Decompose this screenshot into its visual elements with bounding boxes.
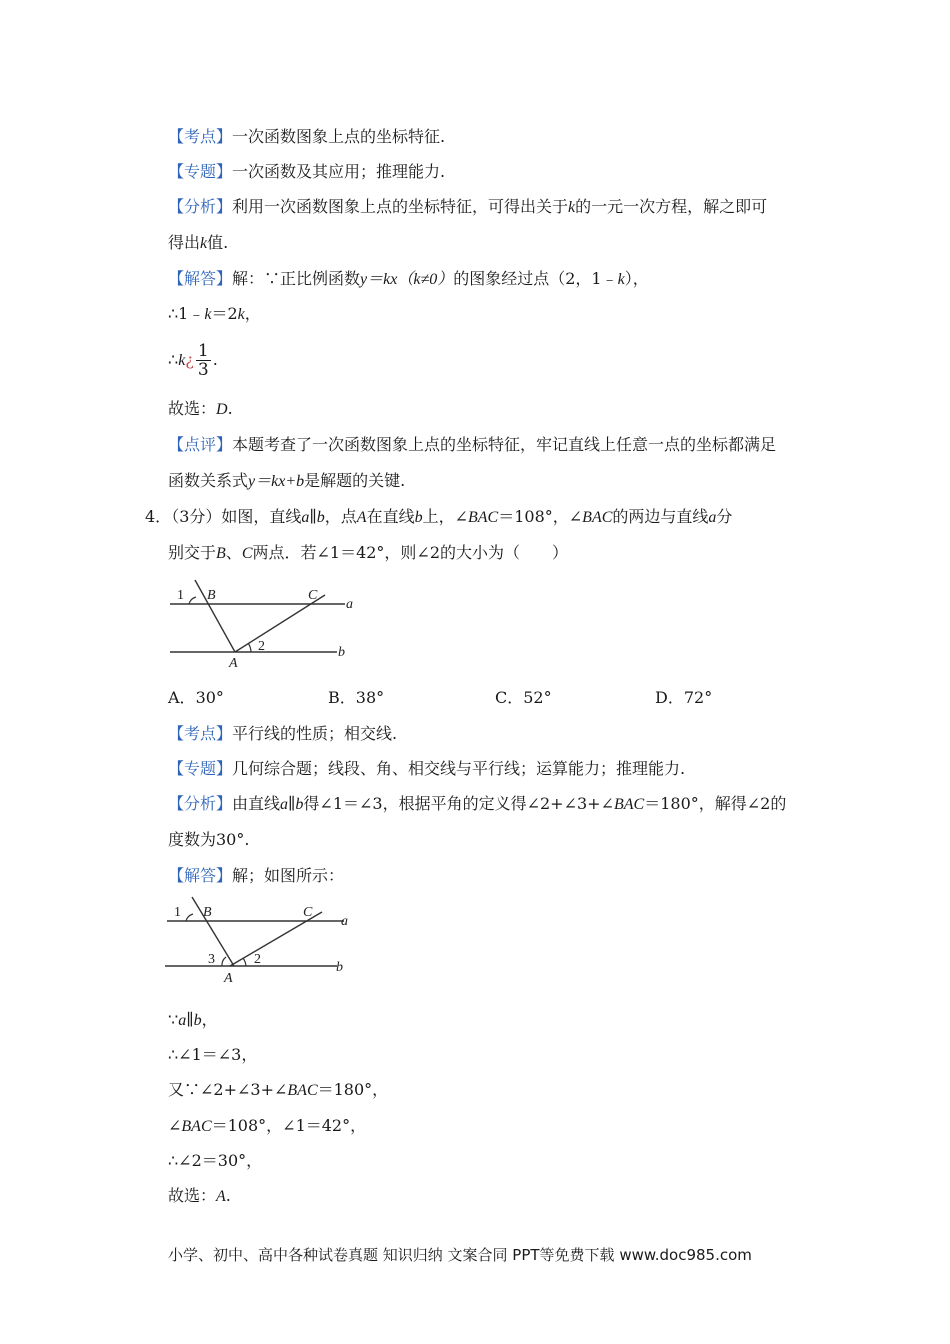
q4-fenxi-cont: 度数为30°. [168,830,250,849]
label-3: 3 [208,952,215,967]
fenxi-tag: 【分析】 [168,197,233,216]
label-C: C [308,588,318,603]
label-B: B [207,588,216,603]
option-a[interactable]: A．30° [168,688,224,707]
q3-zhuanti: 【专题】一次函数及其应用；推理能力. [168,162,446,181]
kaodian-tag: 【考点】 [168,127,233,146]
label-C: C [303,905,313,920]
zhuanti-tag: 【专题】 [168,162,233,181]
angle-1-arc [189,597,196,604]
label-A: A [224,971,233,986]
q3-dianping: 【点评】本题考查了一次函数图象上点的坐标特征，牢记直线上任意一点的坐标都满足 [168,435,777,454]
q4-s4: ∠BAC＝108°，∠1＝42°， [168,1116,367,1135]
q3-fenxi: 【分析】利用一次函数图象上点的坐标特征，可得出关于k的一元一次方程，解之即可 [168,197,768,216]
angle-1-arc [186,914,193,921]
q3-fenxi-cont: 得出k值. [168,233,229,252]
segment-AC [230,912,322,966]
option-c[interactable]: C．52° [495,688,552,707]
q4-stem-cont: 别交于B、C两点．若∠1＝42°，则∠2的大小为（ ） [168,543,569,562]
q4-zhuanti: 【专题】几何综合题；线段、角、相交线与平行线；运算能力；推理能力. [168,759,686,778]
q4-solution-figure [162,895,362,990]
q3-kaodian: 【考点】一次函数图象上点的坐标特征. [168,127,446,146]
q4-jieda: 【解答】解；如图所示： [168,866,345,885]
q3-step1: ∴1﹣k＝2k， [168,304,261,323]
q4-kaodian: 【考点】平行线的性质；相交线. [168,724,398,743]
label-2: 2 [254,952,261,967]
label-b: b [338,645,345,660]
q4-figure [165,578,365,673]
label-1: 1 [174,905,181,920]
label-1: 1 [177,588,184,603]
dianping-tag: 【点评】 [168,435,233,454]
page-footer: 小学、初中、高中各种试卷真题 知识归纳 文案合同 PPT等免费下载 www.doc985.com [168,1246,752,1264]
angle-2-arc [248,643,251,652]
label-a: a [341,914,348,929]
angle-3-arc [222,957,226,966]
option-b[interactable]: B．38° [328,688,385,707]
q4-s1: ∵a∥b， [168,1010,218,1029]
q4-stem: 4．（3分）如图，直线a∥b，点A在直线b上，∠BAC＝108°，∠BAC的两边与直线a分 [145,507,733,526]
jieda-tag: 【解答】 [168,269,233,288]
q3-dianping-cont: 函数关系式y＝kx+b是解题的关键. [168,471,406,490]
label-2: 2 [258,639,265,654]
option-d[interactable]: D．72° [655,688,713,707]
q3-choose: 故选：D. [168,399,233,418]
q4-s5: ∴∠2＝30°， [168,1151,263,1170]
angle-2-arc [243,958,246,966]
q3-step2: ∴k¿ $\frac{1}{3}$ . [168,341,218,380]
q4-s2: ∴∠1＝∠3， [168,1045,258,1064]
label-B: B [203,905,212,920]
q4-fenxi: 【分析】由直线a∥b得∠1＝∠3，根据平角的定义得∠2+∠3+∠BAC＝180°，解得∠2的 [168,794,787,813]
label-A: A [229,656,238,671]
q4-s3: 又∵∠2+∠3+∠BAC＝180°， [168,1080,389,1099]
fraction-one-third: $\frac{1}{3}$ [197,341,209,380]
q4-choose: 故选：A. [168,1186,231,1205]
q3-jieda: 【解答】解：∵正比例函数y＝kx（k≠0）的图象经过点（2，1﹣k）， [168,269,649,288]
label-b: b [336,960,343,975]
label-a: a [346,597,353,612]
